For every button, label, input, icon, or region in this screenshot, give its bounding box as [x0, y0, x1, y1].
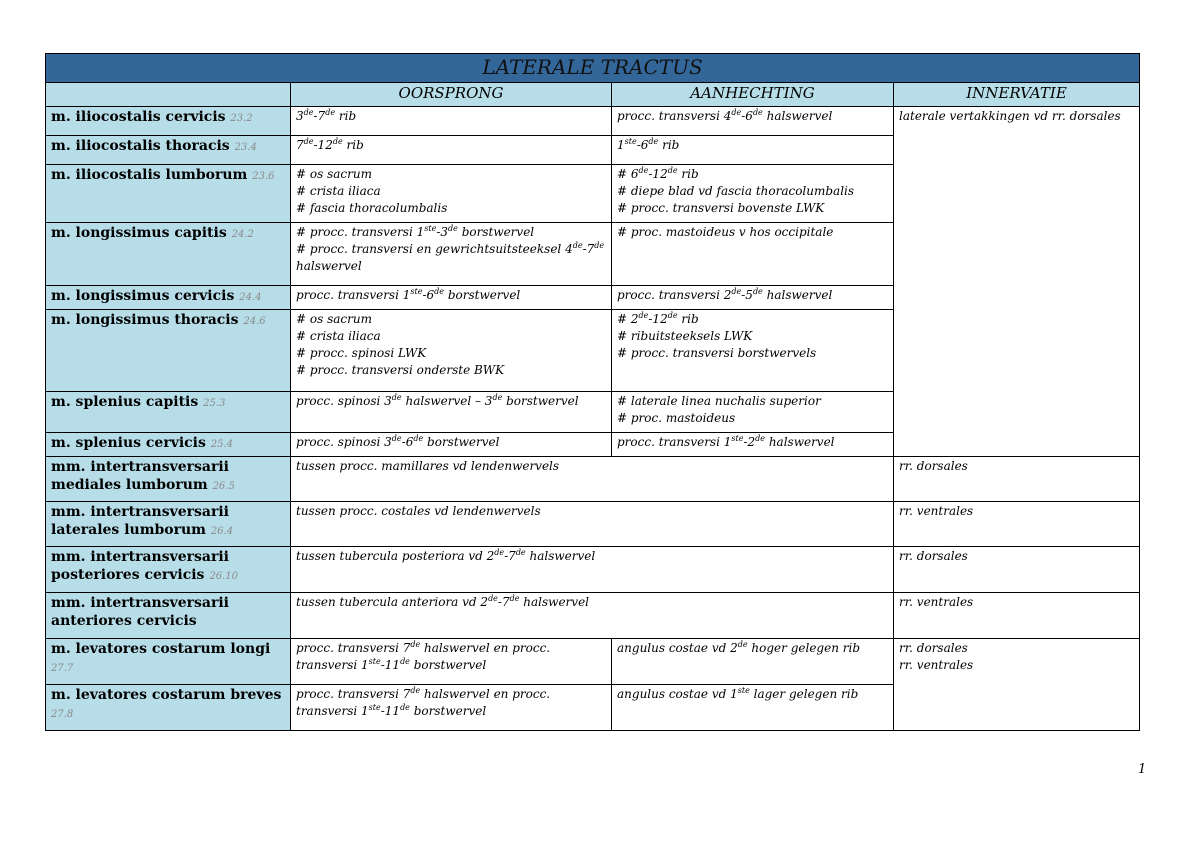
- attachment-cell: tussen tubercula anteriora vd 2de-7de halswervel: [291, 593, 894, 639]
- atlas-ref: 23.2: [230, 113, 253, 124]
- innervation-cell: rr. dorsales: [894, 457, 1140, 502]
- muscle-name: m. splenius cervicis 25.4: [46, 433, 291, 457]
- insertion-cell: 1ste-6de rib: [612, 136, 894, 165]
- atlas-ref: 25.3: [203, 398, 226, 409]
- atlas-ref: 24.6: [243, 316, 266, 327]
- innervation-cell: rr. ventrales: [894, 593, 1140, 639]
- muscle-name: mm. intertransversarii posteriores cervicis 26.10: [46, 547, 291, 593]
- innervation-cell: rr. dorsales: [894, 547, 1140, 593]
- origin-cell: # procc. transversi 1ste-3de borstwervel # procc. transversi en gewrichtsuitsteeksel 4de-7de halswervel: [291, 223, 612, 286]
- atlas-ref: 26.5: [212, 481, 235, 492]
- table-row: [46, 639, 1140, 685]
- table-title: LATERALE TRACTUS: [46, 54, 1140, 83]
- insertion-cell: procc. transversi 1ste-2de halswervel: [612, 433, 894, 457]
- atlas-ref: 24.4: [239, 292, 262, 303]
- attachment-cell: tussen procc. mamillares vd lendenwervels: [291, 457, 894, 502]
- muscle-name: m. levatores costarum longi 27.7: [46, 639, 291, 685]
- table-row: [46, 502, 1140, 547]
- origin-cell: procc. transversi 1ste-6de borstwervel: [291, 286, 612, 310]
- muscle-name: m. longissimus cervicis 24.4: [46, 286, 291, 310]
- muscle-table: [45, 53, 1140, 731]
- muscle-name: m. iliocostalis lumborum 23.6: [46, 165, 291, 223]
- origin-cell: # os sacrum # crista iliaca # fascia thoracolumbalis: [291, 165, 612, 223]
- table-row: [46, 107, 1140, 136]
- insertion-cell: angulus costae vd 1ste lager gelegen rib: [612, 685, 894, 731]
- muscle-name: m. iliocostalis thoracis 23.4: [46, 136, 291, 165]
- atlas-ref: 26.10: [209, 571, 238, 582]
- attachment-cell: tussen tubercula posteriora vd 2de-7de halswervel: [291, 547, 894, 593]
- innervation-cell: rr. dorsales rr. ventrales: [894, 639, 1140, 731]
- header-origin: OORSPRONG: [291, 83, 612, 107]
- insertion-cell: # 2de-12de rib # ribuitsteeksels LWK # procc. transversi borstwervels: [612, 310, 894, 392]
- origin-cell: procc. spinosi 3de halswervel – 3de borstwervel: [291, 392, 612, 433]
- atlas-ref: 25.4: [210, 439, 234, 450]
- insertion-cell: # proc. mastoideus v hos occipitale: [612, 223, 894, 286]
- origin-cell: procc. transversi 7de halswervel en procc. transversi 1ste-11de borstwervel: [291, 685, 612, 731]
- header-insertion: AANHECHTING: [612, 83, 894, 107]
- muscle-name: m. longissimus thoracis 24.6: [46, 310, 291, 392]
- atlas-ref: 23.6: [252, 171, 275, 182]
- insertion-cell: # laterale linea nuchalis superior # proc. mastoideus: [612, 392, 894, 433]
- origin-cell: 7de-12de rib: [291, 136, 612, 165]
- origin-cell: 3de-7de rib: [291, 107, 612, 136]
- muscle-name: mm. intertransversarii anteriores cervicis: [46, 593, 291, 639]
- attachment-cell: tussen procc. costales vd lendenwervels: [291, 502, 894, 547]
- table-row: [46, 547, 1140, 593]
- insertion-cell: procc. transversi 2de-5de halswervel: [612, 286, 894, 310]
- insertion-cell: procc. transversi 4de-6de halswervel: [612, 107, 894, 136]
- innervation-cell: laterale vertakkingen vd rr. dorsales: [894, 107, 1140, 457]
- muscle-name: m. splenius capitis 25.3: [46, 392, 291, 433]
- muscle-name: m. levatores costarum breves 27.8: [46, 685, 291, 731]
- table-row: [46, 457, 1140, 502]
- origin-cell: procc. spinosi 3de-6de borstwervel: [291, 433, 612, 457]
- insertion-cell: # 6de-12de rib # diepe blad vd fascia thoracolumbalis # procc. transversi bovenste LWK: [612, 165, 894, 223]
- muscle-name: m. iliocostalis cervicis 23.2: [46, 107, 291, 136]
- origin-cell: procc. transversi 7de halswervel en procc. transversi 1ste-11de borstwervel: [291, 639, 612, 685]
- header-innervation: INNERVATIE: [894, 83, 1140, 107]
- insertion-cell: angulus costae vd 2de hoger gelegen rib: [612, 639, 894, 685]
- innervation-cell: rr. ventrales: [894, 502, 1140, 547]
- origin-cell: # os sacrum # crista iliaca # procc. spinosi LWK # procc. transversi onderste BWK: [291, 310, 612, 392]
- page-number: 1: [1138, 762, 1147, 777]
- table-row: [46, 593, 1140, 639]
- muscle-name: m. longissimus capitis 24.2: [46, 223, 291, 286]
- atlas-ref: 24.2: [231, 229, 254, 240]
- atlas-ref: 23.4: [234, 142, 257, 153]
- muscle-name: mm. intertransversarii mediales lumborum 26.5: [46, 457, 291, 502]
- muscle-name: mm. intertransversarii laterales lumborum 26.4: [46, 502, 291, 547]
- header-muscle: [46, 83, 291, 107]
- atlas-ref: 26.4: [210, 526, 234, 537]
- atlas-ref: 27.7: [51, 663, 74, 674]
- atlas-ref: 27.8: [51, 709, 74, 720]
